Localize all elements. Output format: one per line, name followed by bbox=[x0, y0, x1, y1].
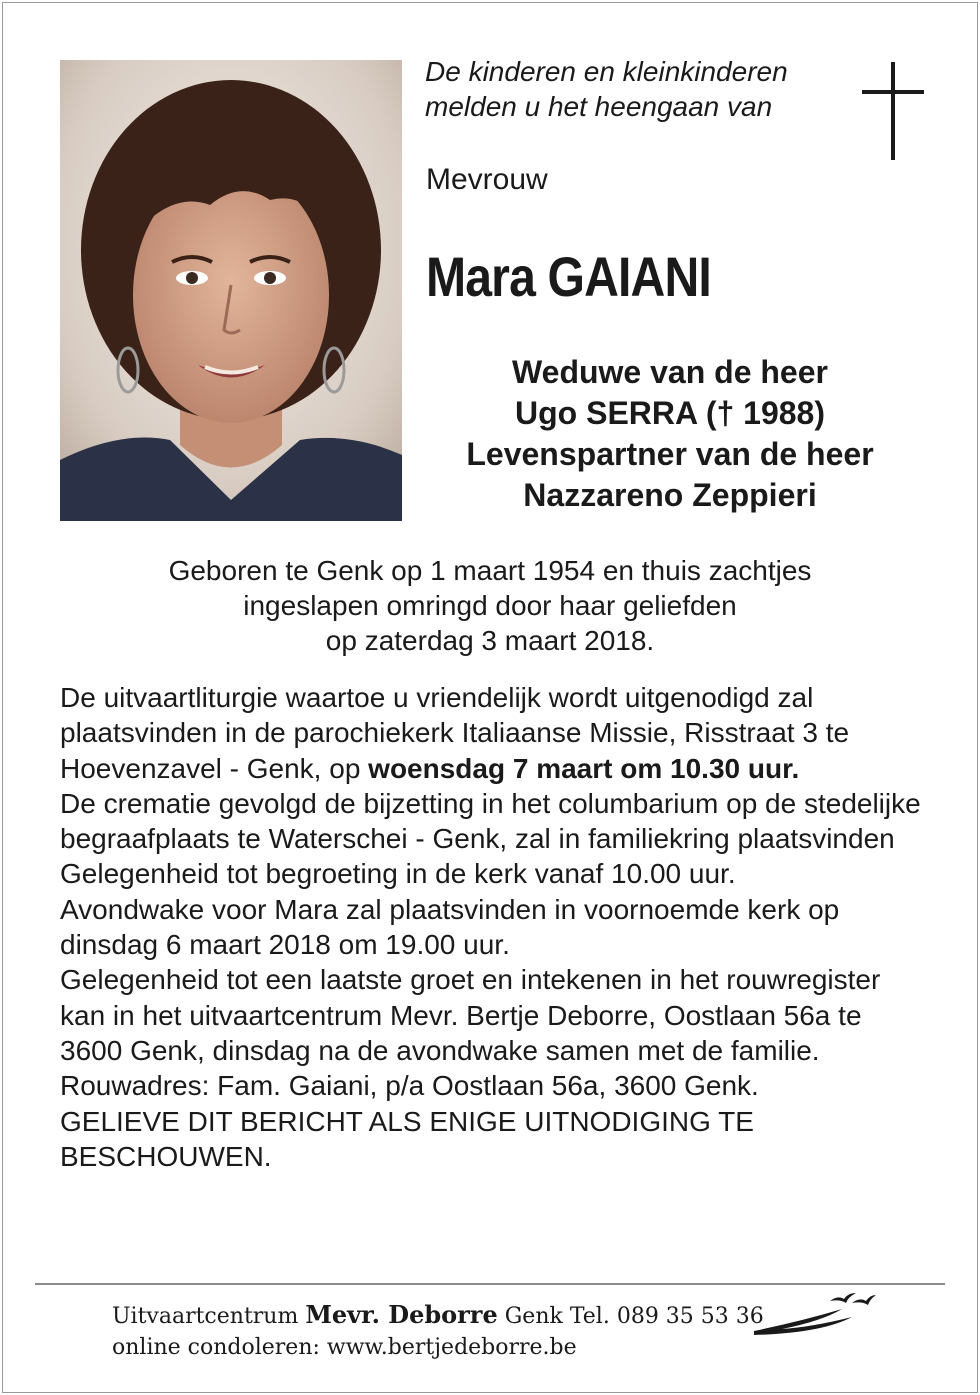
deceased-title: Mevrouw bbox=[426, 163, 548, 196]
liturgy-paragraph bbox=[60, 680, 930, 786]
footer-phone: Tel. 089 35 53 36 bbox=[569, 1304, 764, 1329]
relation-line: Nazzareno Zeppieri bbox=[523, 477, 817, 513]
birth-line-3: op zaterdag 3 maart 2018. bbox=[325, 625, 655, 656]
cross-icon bbox=[862, 62, 924, 160]
liturgy-text: De uitvaartliturgie waartoe u vriendelijk wordt uitgenodigd zal plaatsvinden in de parochiekerk Italiaanse Missie, Risstraat 3 te Hoevenzavel - Genk, op bbox=[60, 682, 850, 784]
body-paragraph: Rouwadres: Fam. Gaiani, p/a Oostlaan 56a, 3600 Genk. bbox=[60, 1070, 759, 1102]
intro-line-1: De kinderen en kleinkinderen bbox=[425, 56, 788, 87]
relation-line: Ugo SERRA († 1988) bbox=[515, 395, 825, 431]
intro-line-2: melden u het heengaan van bbox=[425, 91, 773, 122]
footer-divider bbox=[35, 1283, 945, 1285]
intro-text bbox=[425, 54, 788, 124]
footer-online: online condoleren: www.bertjedeborre.be bbox=[112, 1335, 577, 1360]
relation-line: Levenspartner van de heer bbox=[466, 436, 874, 472]
footer-brand: Mevr. Deborre bbox=[305, 1300, 498, 1329]
birds-logo-icon bbox=[752, 1291, 878, 1337]
footer-company-line bbox=[112, 1300, 764, 1329]
body-paragraph: Gelegenheid tot begroeting in de kerk vanaf 10.00 uur. bbox=[60, 858, 736, 890]
body-paragraph: GELIEVE DIT BERICHT ALS ENIGE UITNODIGING TE BESCHOUWEN. bbox=[60, 1105, 754, 1172]
announcement-body bbox=[60, 680, 930, 1174]
body-paragraph: Avondwake voor Mara zal plaatsvinden in voornoemde kerk op dinsdag 6 maart 2018 om 19.00 uur. bbox=[60, 893, 840, 961]
birth-text bbox=[60, 553, 920, 658]
birth-line-2: ingeslapen omringd door haar geliefden bbox=[243, 590, 737, 621]
portrait-photo bbox=[60, 60, 402, 521]
liturgy-datetime: woensdag 7 maart om 10.30 uur. bbox=[368, 752, 800, 784]
body-paragraph: Gelegenheid tot een laatste groet en intekenen in het rouwregister kan in het uitvaartcentrum Mevr. Bertje Deborre, Oostlaan 56a te 3600 Genk, dinsdag na de avondwake samen met de familie. bbox=[60, 964, 881, 1066]
deceased-name: Mara GAIANI bbox=[426, 245, 711, 308]
relations-block bbox=[420, 352, 920, 516]
footer-city: Genk bbox=[504, 1304, 563, 1329]
footer-company: Uitvaartcentrum bbox=[112, 1304, 299, 1329]
body-paragraph: De crematie gevolgd de bijzetting in het columbarium op de stedelijke begraafplaats te Waterschei - Genk, zal in familiekring plaatsvinden bbox=[60, 787, 921, 855]
relation-line: Weduwe van de heer bbox=[512, 354, 828, 390]
birth-line-1: Geboren te Genk op 1 maart 1954 en thuis zachtjes bbox=[168, 555, 812, 586]
